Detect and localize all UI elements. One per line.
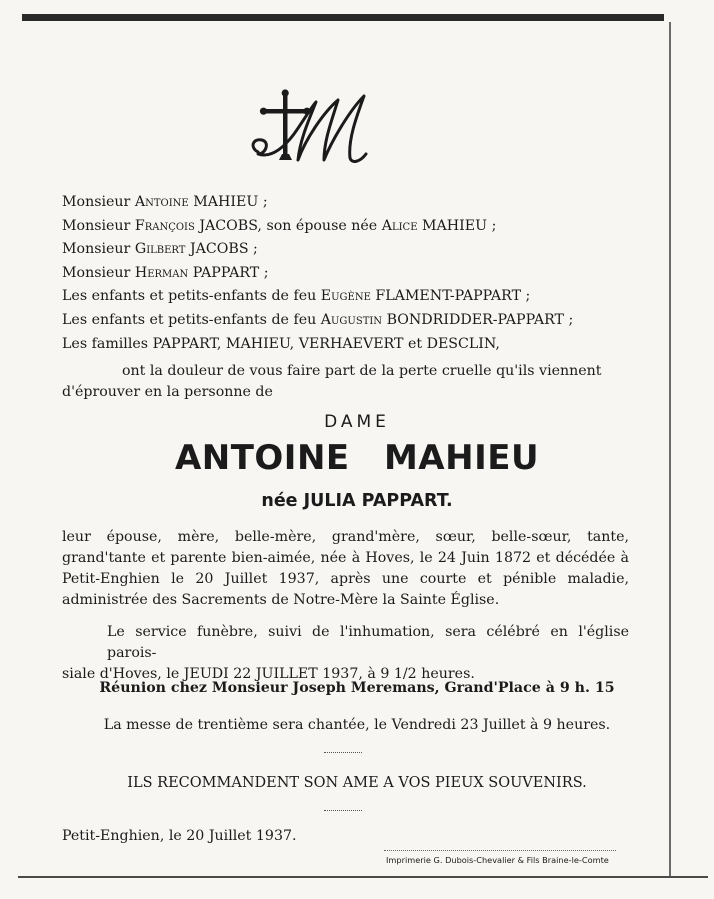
biography-paragraph: leur épouse, mère, belle-mère, grand'mère, sœur, belle-sœur, tante, grand'tante et parente bien-aimée, née à Hoves, le 24 Juin 1872 et décédée à Petit-Enghien le 20 Juillet 1937, après une courte et pénible maladie, administrée des Sacrements de Notre-Mère la Sainte Église. [62,529,629,608]
family-list [62,191,622,356]
first-name: Herman [134,264,189,281]
announcement-intro [62,361,629,402]
line-text: MAHIEU ; [188,194,268,210]
bottom-border-rule [18,876,708,878]
top-border-rule [22,14,664,21]
dame-heading: DAME [324,412,390,432]
line-text: JACOBS, son épouse née [194,217,382,234]
line-text: JACOBS ; [185,241,258,258]
service-line-1: Le service funèbre, suivi de l'inhumation, sera célébré en l'église parois- [107,624,629,661]
service-line-2: siale d'Hoves, le JEUDI 22 JUILLET 1937, à 9 1/2 heures. [62,666,475,682]
recommendation-line: ILS RECOMMANDENT SON AME A VOS PIEUX SOUVENIRS. [127,775,587,791]
family-line [62,215,622,239]
service-paragraph [62,622,629,685]
intro-line-1: ont la douleur de vous faire part de la perte cruelle qu'ils viennent [122,363,602,379]
line-text: Les familles PAPPART, MAHIEU, VERHAEVERT et DESCLIN, [62,335,500,352]
first-name: Alice [381,217,418,234]
family-line [62,285,622,309]
line-text: Monsieur [62,217,135,234]
line-text: Monsieur [62,264,135,281]
place-date-line: Petit-Enghien, le 20 Juillet 1937. [62,828,297,844]
divider [324,752,362,753]
family-line [62,262,622,286]
family-line [62,238,622,262]
line-text: Les enfants et petits-enfants de feu [62,288,321,305]
family-line [62,191,622,215]
line-text: MAHIEU ; [417,217,497,234]
printer-divider [384,850,616,851]
line-text: BONDRIDDER-PAPPART ; [382,311,574,328]
line-text: PAPPART ; [188,264,269,281]
first-name: François [134,217,195,234]
first-name: Antoine [134,194,189,210]
family-line [62,333,622,357]
first-name: Augustin [320,311,383,328]
deceased-name: ANTOINE MAHIEU [174,438,540,478]
maiden-name: née JULIA PAPPART. [261,491,453,511]
divider [324,810,362,811]
cross-monogram-m-icon [248,88,378,170]
line-text: FLAMENT-PAPPART ; [370,288,531,305]
family-line [62,309,622,333]
intro-line-2: d'éprouver en la personne de [62,383,273,400]
line-text: Monsieur [62,194,135,210]
line-text: Les enfants et petits-enfants de feu [62,311,321,328]
first-name: Gilbert [134,241,186,258]
mass-line: La messe de trentième sera chantée, le Vendredi 23 Juillet à 9 heures. [103,717,611,733]
reunion-line: Réunion chez Monsieur Joseph Meremans, Grand'Place à 9 h. 15 [99,680,615,696]
first-name: Eugène [320,288,371,305]
printer-credit: Imprimerie G. Dubois-Chevalier & Fils Braine-le-Comte [386,855,609,865]
line-text: Monsieur [62,241,135,258]
